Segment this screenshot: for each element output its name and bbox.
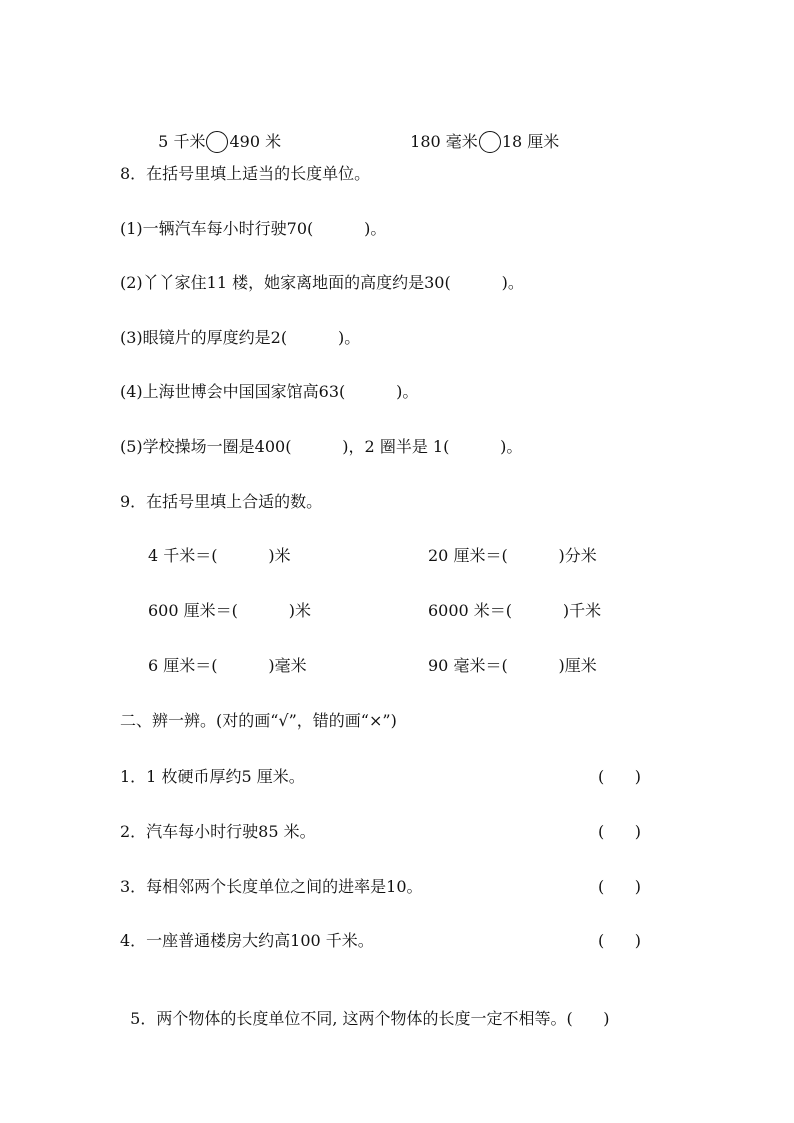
q8-item-4: (4)上海世博会中国国家馆高63( )。 [120,382,419,401]
judge-item-1-text: 1．1 枚硬币厚约5 厘米。 [120,767,305,786]
judge-item-5 [120,986,610,1030]
q8-item-1: (1)一辆汽车每小时行驶70( )。 [120,219,387,238]
judge-item-3-text: 3．每相邻两个长度单位之间的进率是10。 [120,877,423,896]
q8-title: 8．在括号里填上适当的长度单位。 [120,164,371,183]
q8-item-5: (5)学校操场一圈是400( )，2 圈半是 1( )。 [120,437,523,456]
q9-row2-right: 6000 米＝( )千米 [428,601,602,620]
q9-row2-left: 600 厘米＝( )米 [148,601,311,620]
q9-row3-right: 90 毫米＝( )厘米 [428,656,597,675]
compare-left-a: 5 千米 [158,132,206,151]
q9-row1-right: 20 厘米＝( )分米 [428,546,597,565]
judge-item-1-blank[interactable]: ( ) [598,767,641,786]
q8-item-3: (3)眼镜片的厚度约是2( )。 [120,328,361,347]
judge-item-5-text: 5．两个物体的长度单位不同, 这两个物体的长度一定不相等。 [130,1009,567,1028]
q9-title: 9．在括号里填上合适的数。 [120,492,323,511]
section2-title: 二、辨一辨。(对的画“√”，错的画“×”) [120,711,397,730]
judge-item-5-blank[interactable]: ( ) [566,1009,610,1028]
compare-right-b: 18 厘米 [501,132,560,151]
compare-left [148,109,281,153]
compare-right [400,109,559,153]
compare-circle-left[interactable] [206,131,228,153]
judge-item-3-blank[interactable]: ( ) [598,877,641,896]
compare-circle-right[interactable] [479,131,501,153]
q9-row1-left: 4 千米＝( )米 [148,546,291,565]
judge-item-4-text: 4．一座普通楼房大约高100 千米。 [120,931,374,950]
q9-row3-left: 6 厘米＝( )毫米 [148,656,307,675]
compare-right-a: 180 毫米 [410,132,478,151]
compare-left-b: 490 米 [229,132,282,151]
judge-item-2-text: 2．汽车每小时行驶85 米。 [120,822,316,841]
q8-item-2: (2)丫丫家住11 楼，她家离地面的高度约是30( )。 [120,273,524,292]
judge-item-4-blank[interactable]: ( ) [598,931,641,950]
judge-item-2-blank[interactable]: ( ) [598,822,641,841]
